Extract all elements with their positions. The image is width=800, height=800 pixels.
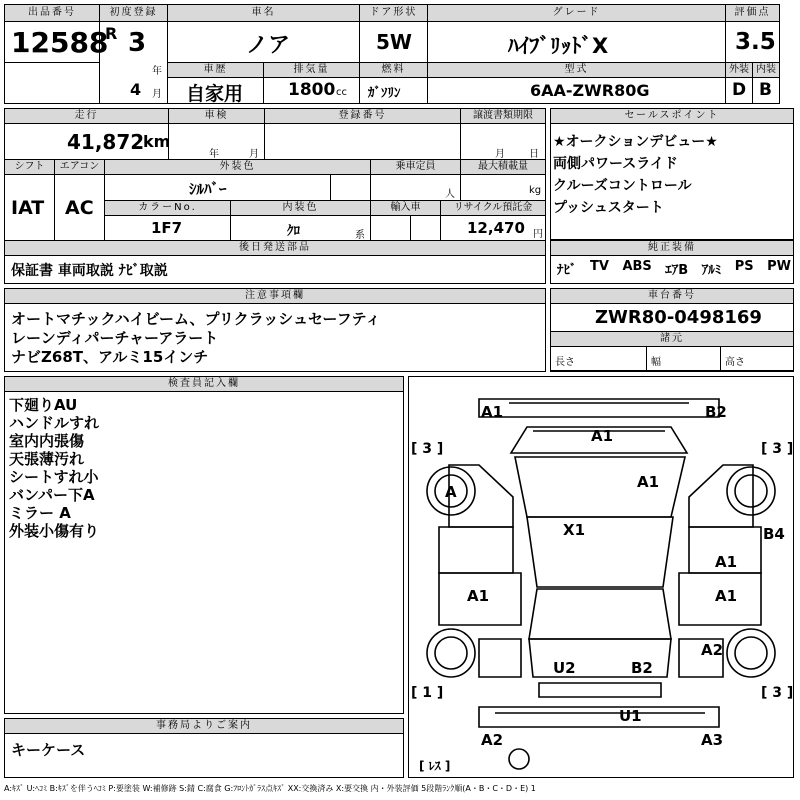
score-label: 評価点 (726, 5, 779, 22)
first-reg-cell (100, 22, 168, 104)
import-label: 輸入車 (371, 201, 441, 216)
doors-cell (360, 22, 428, 63)
cc-unit: cc (336, 87, 347, 98)
name-label: 車名 (168, 5, 360, 22)
notes-line: ナビZ68T、アルミ15インチ (11, 348, 209, 366)
color-cell (105, 175, 331, 201)
mark-top-right: B2 (705, 403, 727, 421)
detail-block (4, 108, 546, 284)
model-value: 6AA-ZWR80G (530, 81, 650, 100)
mark-rear-right: A2 (701, 641, 724, 659)
history-label: 車歴 (168, 63, 264, 78)
reg-no-label: 登録番号 (265, 109, 461, 124)
sales-label: セールスポイント (551, 109, 793, 124)
ext-cell (726, 78, 753, 104)
length-label: 長さ (555, 357, 575, 368)
color-no-value: 1F7 (151, 219, 183, 237)
grade-value: ﾊｲﾌﾞﾘｯﾄﾞX (508, 34, 609, 58)
color-value: ｼﾙﾊﾞｰ (189, 180, 227, 198)
height-cell (721, 347, 793, 371)
inspector-label: 検査員記入欄 (5, 377, 403, 392)
month-unit: 月 (152, 89, 162, 100)
score-cell (726, 22, 779, 63)
tire-rear-left: [ 1 ] (411, 685, 444, 701)
equipment-item: ｴｱB (665, 263, 689, 278)
mileage-value: 41,872 (67, 130, 145, 154)
recycle-value: 12,470 (467, 219, 525, 237)
equipment-item: TV (590, 259, 609, 274)
mark-right-side: B4 (763, 525, 785, 543)
yen-unit: 円 (533, 229, 543, 240)
ac-cell (55, 175, 105, 241)
int-value: B (759, 80, 772, 100)
fuel-label: 燃料 (360, 63, 428, 78)
office-label: 事務局よりご案内 (5, 719, 403, 734)
notes-label: 注意事項欄 (5, 289, 545, 304)
sales-item: クルーズコントロール (553, 178, 692, 194)
inspector-line: バンパー下A (9, 486, 95, 504)
history-cell (168, 78, 264, 104)
car-name: ノア (246, 33, 291, 58)
lot-label: 出品番号 (5, 5, 100, 22)
sales-item: プッシュスタート (553, 200, 664, 216)
year-unit: 年 (152, 66, 162, 77)
recycle-label: リサイクル預託金 (441, 201, 545, 216)
inspection-label: 車検 (169, 109, 265, 124)
equipment-item: PW (767, 259, 791, 274)
later-label: 後日発送部品 (5, 241, 545, 256)
reg-year: 3 (128, 28, 147, 58)
doors-label: ドア形状 (360, 5, 428, 22)
length-cell (551, 347, 647, 371)
ext-label: 外装 (726, 63, 753, 78)
capacity-label: 乗車定員 (371, 160, 461, 175)
import-cell-2 (411, 216, 441, 241)
width-label: 幅 (651, 357, 661, 368)
mark-roof: X1 (563, 521, 586, 539)
load-cell (461, 175, 545, 201)
spec-label: 諸元 (551, 332, 793, 347)
transfer-cell (461, 124, 545, 160)
mark-front-bumper: A1 (591, 427, 614, 445)
score-value: 3.5 (735, 29, 776, 55)
width-cell (647, 347, 721, 371)
height-label: 高さ (725, 357, 745, 368)
reg-month: 4 (130, 80, 142, 99)
inspector-line: ミラー A (9, 504, 71, 522)
int-label: 内装 (753, 63, 779, 78)
sales-item: ★オークションデビュー★ (553, 134, 718, 150)
later-value: 保証書 車両取説 ﾅﾋﾞ取説 (11, 263, 168, 279)
ext-value: D (732, 80, 747, 100)
kg-unit: kg (529, 185, 542, 196)
int-cell (753, 78, 779, 104)
mark-right-rear-door: A1 (715, 587, 738, 605)
import-cell (371, 216, 411, 241)
shift-label: シフト (5, 160, 55, 175)
history-value: 自家用 (186, 83, 244, 105)
inspector-line: 天張薄汚れ (9, 450, 85, 468)
displacement-cell (264, 78, 360, 104)
mark-rear-left-panel: U2 (553, 659, 576, 677)
later-cell (5, 256, 545, 283)
tire-rear-right: [ 3 ] (761, 685, 794, 701)
int-color-cell (231, 216, 371, 241)
sales-block (550, 108, 794, 240)
mark-bottom-left: A2 (481, 731, 504, 749)
inspector-line: 外装小傷有り (9, 522, 100, 540)
equipment-block (550, 240, 794, 284)
ac-label: エアコン (55, 160, 105, 175)
mileage-cell (5, 124, 169, 160)
spare-tire-note: [ ﾚｽ ] (419, 759, 451, 773)
sales-item: 両側パワースライド (553, 156, 678, 172)
equipment-item: PS (734, 259, 754, 274)
mark-top-left: A1 (481, 403, 504, 421)
int-color-label: 内装色 (231, 201, 371, 216)
office-text: キーケース (11, 741, 86, 759)
load-label: 最大積載量 (461, 160, 545, 175)
recycle-cell (441, 216, 545, 241)
fuel-cell (360, 78, 428, 104)
inspector-line: 下廻りAU (9, 396, 78, 414)
chassis-number: ZWR80-0498169 (595, 307, 762, 328)
chassis-cell (551, 304, 793, 332)
transfer-label: 譲渡書類期限 (461, 109, 545, 124)
doors-value: 5W (376, 30, 412, 54)
chassis-block (550, 288, 794, 372)
capacity-cell (371, 175, 461, 201)
tire-front-left: [ 3 ] (411, 441, 444, 457)
grade-cell (428, 22, 726, 63)
inspector-line: ハンドルすれ (9, 414, 100, 432)
equipment-item: ABS (622, 259, 652, 274)
color-label: 外装色 (105, 160, 371, 175)
displacement-value: 1800 (288, 80, 336, 100)
mark-left-door: A1 (467, 587, 490, 605)
equipment-list (557, 259, 791, 278)
lot-number: 12588 (11, 26, 109, 59)
transfer-day: 日 (529, 149, 539, 160)
mileage-label: 走行 (5, 109, 169, 124)
inspection-year: 年 (209, 149, 219, 160)
mark-right-front-door: A1 (715, 553, 738, 571)
shift-cell (5, 175, 55, 241)
person-unit: 人 (445, 189, 455, 200)
km-unit: km (143, 132, 171, 151)
shift-value: IAT (11, 197, 45, 219)
ac-value: AC (65, 197, 94, 219)
kei-unit: 系 (355, 230, 365, 241)
color-no-label: カラーNo. (105, 201, 231, 216)
color-no-cell (105, 216, 231, 241)
first-reg-label: 初度登録 (100, 5, 168, 22)
mark-hood: A1 (637, 473, 660, 491)
equipment-item: ｱﾙﾐ (701, 263, 722, 278)
office-block (4, 718, 404, 778)
mark-left-wheel: A (445, 483, 457, 501)
inspector-line: 室内内張傷 (9, 432, 85, 450)
transfer-month: 月 (495, 149, 505, 160)
tire-front-right: [ 3 ] (761, 441, 794, 457)
inspector-line: シートすれ小 (9, 468, 99, 486)
notes-line: オートマチックハイビーム、プリクラッシュセーフティ (11, 310, 381, 328)
reg-era: R (105, 24, 118, 43)
name-cell (168, 22, 360, 63)
model-label: 型式 (428, 63, 726, 78)
lot-cell (5, 22, 109, 63)
grade-label: グレード (428, 5, 726, 22)
damage-diagram (408, 376, 794, 778)
mark-rear-right-panel: B2 (631, 659, 653, 677)
color-extra-cell (331, 175, 371, 201)
notes-block (4, 288, 546, 372)
fuel-value: ｶﾞｿﾘﾝ (368, 86, 401, 101)
inspection-month: 月 (249, 149, 259, 160)
notes-line: レーンディパーチャーアラート (11, 329, 219, 347)
legend-footer: A:ｷｽﾞ U:ﾍｺﾐ B:ｷｽﾞを伴うﾍｺﾐ P:要塗装 W:補修跡 S:錆 C:腐食 G:ﾌﾛﾝﾄｶﾞﾗｽ点ｷｽﾞ XX:交換済み X:要交換 内・外装評価 5段階ﾗﾝｸ順(A・B・C・D・E) 1 (4, 784, 536, 793)
chassis-label: 車台番号 (551, 289, 793, 304)
mark-rear-bumper: U1 (619, 707, 642, 725)
inspection-cell (169, 124, 265, 160)
equipment-item: ﾅﾋﾞ (557, 263, 577, 278)
header-block (4, 4, 780, 104)
mark-bottom-right: A3 (701, 731, 724, 749)
displacement-label: 排気量 (264, 63, 360, 78)
model-cell (428, 78, 726, 104)
lot-blank (5, 63, 100, 104)
inspector-block (4, 376, 404, 714)
reg-no-cell (265, 124, 461, 160)
int-color-value: ｸﾛ (287, 224, 300, 239)
equipment-label: 純正装備 (551, 241, 793, 256)
